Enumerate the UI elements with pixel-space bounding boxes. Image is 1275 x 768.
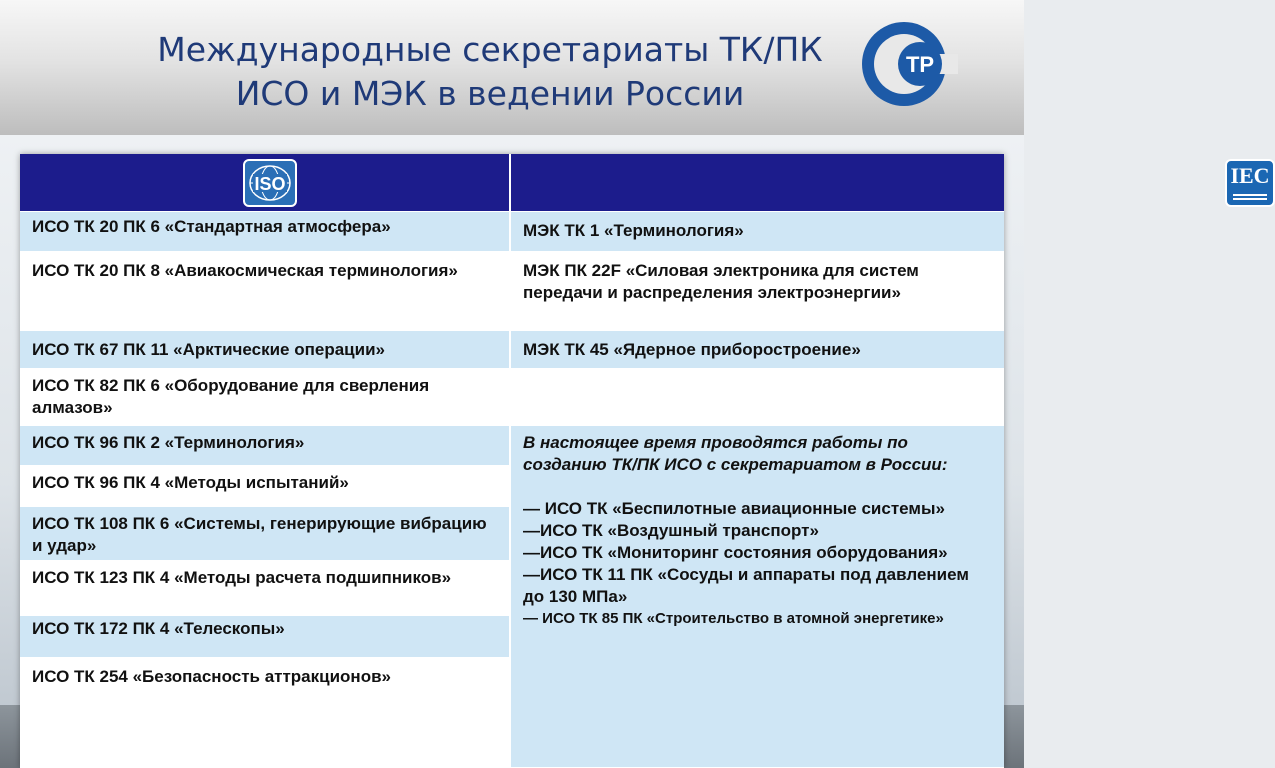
planned-committees-note [511, 426, 1004, 768]
iso-row: ИСО ТК 20 ПК 6 «Стандартная атмосфера» [20, 212, 511, 252]
iso-logo [243, 159, 297, 207]
iso-row: ИСО ТК 67 ПК 11 «Арктические операции» [20, 331, 511, 369]
note-item: —ИСО ТК «Мониторинг состояния оборудования» [523, 543, 948, 562]
iso-row: ИСО ТК 96 ПК 2 «Терминология» [20, 426, 511, 466]
ctp-logo [858, 14, 958, 114]
iec-header-cell [511, 154, 1270, 212]
slide-header [0, 0, 1024, 135]
note-item: — ИСО ТК «Беспилотные авиационные системы» [523, 499, 945, 518]
iso-header-cell [20, 154, 511, 212]
iso-row: ИСО ТК 20 ПК 8 «Авиакосмическая терминология» [20, 252, 511, 331]
title-line-2: ИСО и МЭК в ведении России [235, 74, 745, 113]
iec-lines-icon [1233, 192, 1267, 200]
iec-row [511, 369, 1004, 426]
iec-logo [1225, 159, 1275, 207]
iec-row: МЭК ПК 22F «Силовая электроника для систем передачи и распределения электроэнергии» [511, 252, 1004, 331]
iec-logo-text: IEC [1230, 163, 1270, 188]
note-item: —ИСО ТК «Воздушный транспорт» [523, 521, 819, 540]
logo-text: ТР [905, 52, 935, 77]
note-item: — ИСО ТК 85 ПК «Строительство в атомной энергетике» [523, 610, 944, 627]
note-intro: В настоящее время проводятся работы по созданию ТК/ПК ИСО с секретариатом в России: [523, 433, 948, 474]
iso-row: ИСО ТК 108 ПК 6 «Системы, генерирующие вибрацию и удар» [20, 507, 511, 561]
iso-row: ИСО ТК 172 ПК 4 «Телескопы» [20, 616, 511, 658]
iso-row: ИСО ТК 82 ПК 6 «Оборудование для сверления алмазов» [20, 369, 511, 426]
iso-row: ИСО ТК 96 ПК 4 «Методы испытаний» [20, 466, 511, 507]
slide-title [120, 28, 860, 116]
iec-row: МЭК ТК 45 «Ядерное приборостроение» [511, 331, 1004, 369]
iec-row: МЭК ТК 1 «Терминология» [511, 212, 1004, 252]
iso-logo-text: ISO [254, 174, 286, 194]
iso-globe-icon [247, 163, 293, 203]
title-line-1: Международные секретариаты ТК/ПК [157, 30, 823, 69]
iso-row: ИСО ТК 254 «Безопасность аттракционов» [20, 658, 511, 768]
note-item: —ИСО ТК 11 ПК «Сосуды и аппараты под давлением до 130 МПа» [523, 565, 969, 606]
iso-row: ИСО ТК 123 ПК 4 «Методы расчета подшипников» [20, 561, 511, 616]
secretariats-table [20, 154, 1270, 768]
